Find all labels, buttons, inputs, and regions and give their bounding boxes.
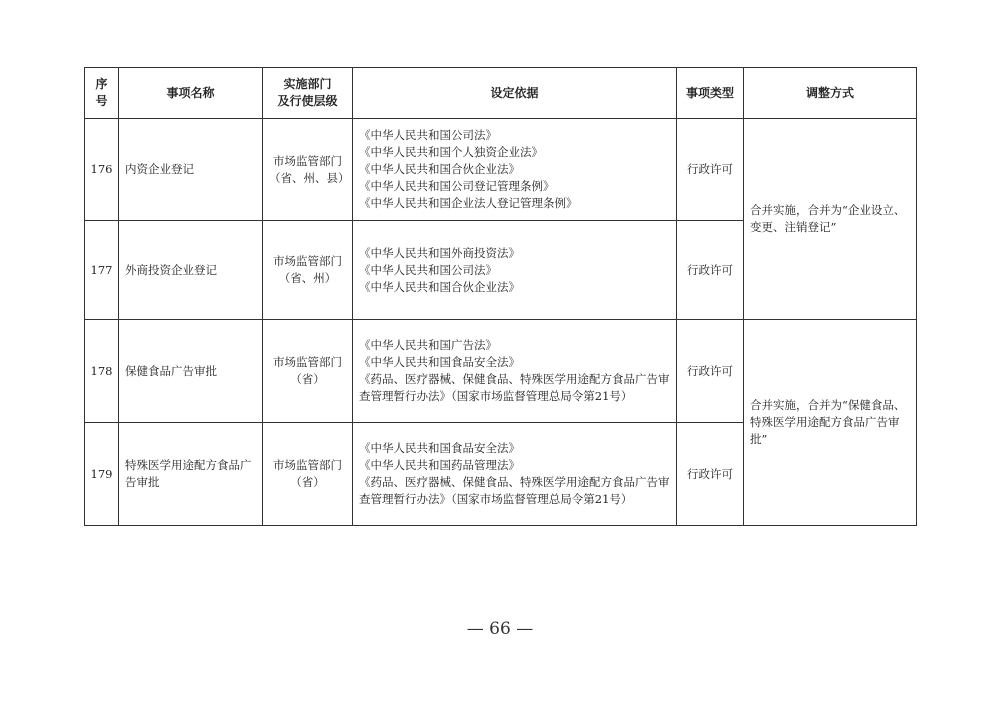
- basis-item: 《中华人民共和国食品安全法》: [359, 355, 520, 369]
- row-name: 保健食品广告审批: [119, 320, 263, 423]
- row-type: 行政许可: [677, 320, 744, 423]
- table-row: [85, 119, 917, 221]
- row-name: 特殊医学用途配方食品广告审批: [119, 423, 263, 526]
- row-dept: 市场监管部门 （省、州、县）: [263, 119, 353, 221]
- basis-item: 《中华人民共和国食品安全法》: [359, 441, 520, 455]
- basis-item: 《中华人民共和国公司法》: [359, 128, 497, 142]
- row-seq: 178: [85, 320, 119, 423]
- basis-item: 《中华人民共和国合伙企业法》: [359, 162, 520, 176]
- row-type: 行政许可: [677, 423, 744, 526]
- header-seq: 序 号: [85, 68, 119, 119]
- row-method: 合并实施，合并为“企业设立、变更、注销登记”: [744, 119, 917, 320]
- header-basis: 设定依据: [353, 68, 677, 119]
- basis-item: 《中华人民共和国药品管理法》: [359, 458, 520, 472]
- row-basis: [353, 221, 677, 320]
- row-method: 合并实施，合并为“保健食品、特殊医学用途配方食品广告审批”: [744, 320, 917, 526]
- basis-item: 《中华人民共和国公司法》: [359, 262, 497, 277]
- header-dept: 实施部门 及行使层级: [263, 68, 353, 119]
- header-method: 调整方式: [744, 68, 917, 119]
- basis-item: 《药品、医疗器械、保健食品、特殊医学用途配方食品广告审查管理暂行办法》（国家市场监督管理总局令第21号）: [359, 475, 670, 506]
- basis-item: 《中华人民共和国企业法人登记管理条例》: [359, 196, 578, 210]
- row-name: 内资企业登记: [119, 119, 263, 221]
- basis-item: 《中华人民共和国外商投资法》: [359, 245, 520, 260]
- basis-item: 《中华人民共和国公司登记管理条例》: [359, 179, 555, 193]
- basis-item: 《中华人民共和国合伙企业法》: [359, 279, 520, 294]
- row-basis: [353, 119, 677, 221]
- basis-item: 《中华人民共和国个人独资企业法》: [359, 145, 543, 159]
- header-type: 事项类型: [677, 68, 744, 119]
- row-dept: 市场监管部门 （省、州）: [263, 221, 353, 320]
- row-type: 行政许可: [677, 221, 744, 320]
- row-name: 外商投资企业登记: [119, 221, 263, 320]
- row-type: 行政许可: [677, 119, 744, 221]
- row-seq: 176: [85, 119, 119, 221]
- row-seq: 179: [85, 423, 119, 526]
- table-row: [85, 320, 917, 423]
- basis-item: 《中华人民共和国广告法》: [359, 338, 497, 352]
- row-basis: [353, 320, 677, 423]
- row-dept: 市场监管部门 （省）: [263, 423, 353, 526]
- row-dept: 市场监管部门 （省）: [263, 320, 353, 423]
- row-basis: [353, 423, 677, 526]
- item-table: [84, 67, 917, 526]
- table-header-row: [85, 68, 917, 119]
- page-number: — 66 —: [466, 619, 534, 639]
- row-seq: 177: [85, 221, 119, 320]
- header-name: 事项名称: [119, 68, 263, 119]
- basis-item: 《药品、医疗器械、保健食品、特殊医学用途配方食品广告审查管理暂行办法》（国家市场监督管理总局令第21号）: [359, 372, 670, 403]
